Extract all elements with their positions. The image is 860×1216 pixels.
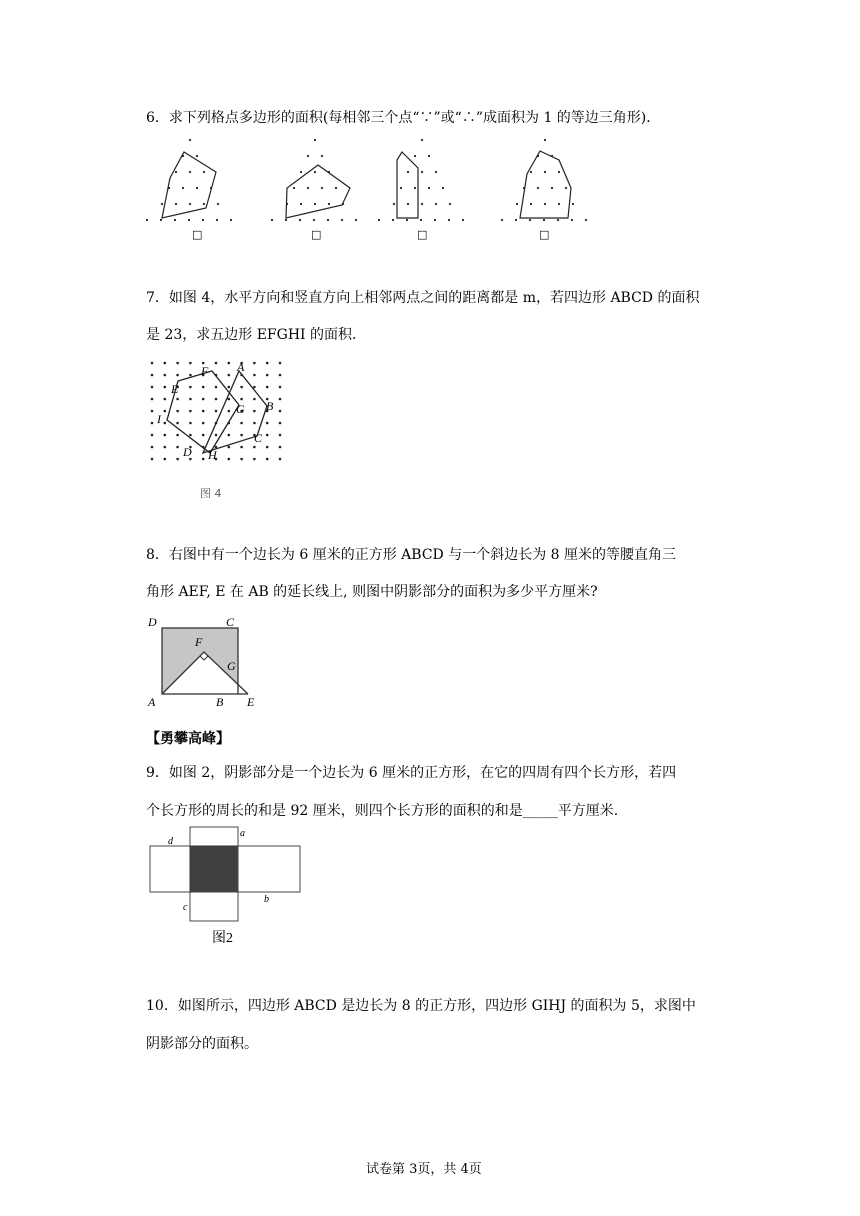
- grid-dot: [279, 362, 282, 365]
- grid-dot: [176, 374, 179, 377]
- label-i: I: [157, 412, 161, 426]
- q7-figure-4: [140, 355, 290, 510]
- lattice-dot: [202, 219, 204, 221]
- label-a: A: [237, 360, 245, 374]
- grid-dot: [266, 446, 269, 449]
- q6-box-2: □: [311, 228, 322, 241]
- q6-box-3: □: [417, 228, 428, 241]
- label-f: F: [195, 635, 203, 649]
- grid-dot: [253, 458, 256, 461]
- lattice-dot: [216, 219, 218, 221]
- q9-caption: 图2: [212, 931, 233, 946]
- lattice-dot: [501, 219, 503, 221]
- lattice-polygon-3: [378, 139, 464, 221]
- lattice-dot: [515, 219, 517, 221]
- lattice-dot: [544, 139, 546, 141]
- lattice-dot: [407, 203, 409, 205]
- grid-dot: [176, 422, 179, 425]
- lattice-dot: [341, 219, 343, 221]
- grid-dot: [240, 446, 243, 449]
- q8-text-line1: 8．右图中有一个边长为 6 厘米的正方形 ABCD 与一个斜边长为 8 厘米的等腰直角三: [146, 547, 677, 563]
- label-b: B: [216, 695, 224, 709]
- grid-dot: [176, 446, 179, 449]
- lattice-dot: [188, 219, 190, 221]
- grid-dot: [189, 386, 192, 389]
- label-e: E: [247, 695, 255, 709]
- lattice-dot: [203, 171, 205, 173]
- lattice-dot: [435, 203, 437, 205]
- lattice-dot: [314, 139, 316, 141]
- grid-dot: [202, 458, 205, 461]
- grid-dot: [253, 422, 256, 425]
- grid-dot: [189, 362, 192, 365]
- lattice-dot: [543, 219, 545, 221]
- lattice-dot: [203, 203, 205, 205]
- lattice-polygon-outline: [520, 151, 571, 218]
- lattice-dot: [314, 171, 316, 173]
- grid-dot: [151, 458, 154, 461]
- lattice-dot: [175, 171, 177, 173]
- lattice-dot: [421, 171, 423, 173]
- lattice-dot: [558, 171, 560, 173]
- lattice-dot: [196, 187, 198, 189]
- lattice-dot: [293, 187, 295, 189]
- q6-lattice-figures: [140, 130, 620, 245]
- grid-dot: [266, 422, 269, 425]
- lattice-dot: [537, 187, 539, 189]
- grid-dot: [253, 362, 256, 365]
- lattice-dot: [420, 219, 422, 221]
- grid-dot: [279, 398, 282, 401]
- grid-dot: [189, 410, 192, 413]
- lattice-dot: [448, 219, 450, 221]
- lattice-dot: [146, 219, 148, 221]
- q9-text-line2: 个长方形的周长的和是 92 厘米，则四个长方形的面积的和是_____平方厘米.: [146, 803, 619, 819]
- lattice-dot: [585, 219, 587, 221]
- q9-text-line1: 9．如图 2，阴影部分是一个边长为 6 厘米的正方形，在它的四周有四个长方形，若四: [146, 765, 677, 781]
- lattice-dot: [435, 171, 437, 173]
- lattice-dot: [335, 187, 337, 189]
- lattice-dot: [189, 139, 191, 141]
- lattice-dot: [462, 219, 464, 221]
- lattice-dot: [530, 203, 532, 205]
- grid-dot: [202, 422, 205, 425]
- q7-text-line1: 7．如图 4，水平方向和竖直方向上相邻两点之间的距离都是 m，若四边形 ABCD 的面积: [146, 290, 700, 306]
- grid-dot: [266, 374, 269, 377]
- lattice-dot: [321, 155, 323, 157]
- grid-dot: [202, 434, 205, 437]
- grid-dot: [228, 434, 231, 437]
- grid-dot: [215, 398, 218, 401]
- grid-dot: [164, 386, 167, 389]
- grid-dot: [189, 398, 192, 401]
- q9-figure-2: [140, 822, 310, 952]
- page-footer: 试卷第 3页，共 4页: [366, 1162, 482, 1177]
- grid-dot: [228, 374, 231, 377]
- grid-dot: [176, 398, 179, 401]
- grid-dot: [151, 422, 154, 425]
- grid-dot: [279, 434, 282, 437]
- grid-dot: [164, 446, 167, 449]
- grid-dot: [228, 458, 231, 461]
- lattice-dot: [161, 203, 163, 205]
- lattice-dot: [449, 203, 451, 205]
- grid-dot: [202, 410, 205, 413]
- lattice-dot: [414, 155, 416, 157]
- grid-dot: [266, 362, 269, 365]
- grid-dot: [151, 446, 154, 449]
- grid-dot: [176, 458, 179, 461]
- grid-dot: [266, 458, 269, 461]
- grid-dot: [151, 410, 154, 413]
- label-c: C: [226, 615, 235, 629]
- grid-dot: [215, 386, 218, 389]
- lattice-polygon-1: [146, 139, 232, 221]
- lattice-dot: [551, 187, 553, 189]
- grid-dot: [151, 386, 154, 389]
- grid-dot: [253, 374, 256, 377]
- grid-dot: [279, 374, 282, 377]
- grid-dot: [266, 386, 269, 389]
- label-c: C: [254, 431, 263, 445]
- grid-dot: [253, 410, 256, 413]
- lattice-dot: [393, 203, 395, 205]
- lattice-dot: [217, 203, 219, 205]
- lattice-dot: [314, 203, 316, 205]
- grid-dot: [164, 422, 167, 425]
- q10-text-line2: 阴影部分的面积。: [146, 1036, 258, 1052]
- lattice-polygon-outline: [286, 165, 350, 218]
- grid-dot: [279, 386, 282, 389]
- q10-text-line1: 10．如图所示，四边形 ABCD 是边长为 8 的正方形，四边形 GIHJ 的面积为 5，求图中: [146, 998, 696, 1014]
- grid-dot: [240, 434, 243, 437]
- label-g: G: [236, 402, 245, 416]
- grid-dot: [151, 374, 154, 377]
- lattice-dot: [392, 219, 394, 221]
- q7-text-line2: 是 23，求五边形 EFGHI 的面积．: [146, 327, 367, 343]
- rect-left: [150, 846, 190, 892]
- lattice-dot: [300, 171, 302, 173]
- grid-dot: [240, 386, 243, 389]
- lattice-dot: [414, 187, 416, 189]
- rect-right: [238, 846, 300, 892]
- lattice-dot: [189, 203, 191, 205]
- lattice-dot: [285, 219, 287, 221]
- lattice-polygon-4: [501, 139, 587, 221]
- lattice-dot: [544, 171, 546, 173]
- lattice-dot: [189, 171, 191, 173]
- label-g: G: [227, 659, 236, 673]
- grid-dot: [176, 362, 179, 365]
- grid-dot: [253, 446, 256, 449]
- grid-dot: [151, 398, 154, 401]
- grid-dot: [215, 434, 218, 437]
- grid-dot: [253, 398, 256, 401]
- lattice-dot: [175, 203, 177, 205]
- lattice-polygon-outline: [397, 152, 418, 218]
- lattice-dot: [428, 187, 430, 189]
- lattice-dot: [230, 219, 232, 221]
- grid-dot: [164, 398, 167, 401]
- lattice-dot: [355, 219, 357, 221]
- lattice-dot: [516, 203, 518, 205]
- grid-dot: [164, 374, 167, 377]
- q6-box-4: □: [539, 228, 550, 241]
- lattice-dot: [307, 187, 309, 189]
- lattice-dot: [428, 155, 430, 157]
- q6-text: 6．求下列格点多边形的面积(每相邻三个点“∵”或“∴”成面积为 1 的等边三角形)．: [146, 110, 661, 126]
- grid-dot: [266, 434, 269, 437]
- grid-dot: [189, 434, 192, 437]
- grid-dot: [164, 434, 167, 437]
- grid-dot: [202, 398, 205, 401]
- grid-dot: [228, 398, 231, 401]
- grid-dot: [240, 458, 243, 461]
- grid-dot: [279, 458, 282, 461]
- grid-dot: [228, 386, 231, 389]
- grid-dot: [202, 386, 205, 389]
- label-d: D: [183, 445, 192, 459]
- lattice-dot: [421, 203, 423, 205]
- grid-dot: [176, 410, 179, 413]
- grid-dot: [228, 362, 231, 365]
- lattice-dot: [442, 187, 444, 189]
- lattice-dot: [571, 219, 573, 221]
- label-b: B: [266, 399, 274, 413]
- q7-caption: 图 4: [200, 487, 222, 500]
- grid-dot: [279, 410, 282, 413]
- lattice-dot: [529, 219, 531, 221]
- lattice-dot: [321, 187, 323, 189]
- grid-dot: [279, 422, 282, 425]
- lattice-dot: [299, 219, 301, 221]
- grid-dot: [189, 422, 192, 425]
- lattice-polygon-outline: [162, 152, 216, 218]
- grid-dot: [215, 362, 218, 365]
- lattice-dot: [196, 155, 198, 157]
- label-c: c: [183, 902, 188, 913]
- label-b: b: [264, 894, 269, 905]
- rect-bottom: [190, 892, 238, 921]
- lattice-dot: [434, 219, 436, 221]
- q6-box-1: □: [192, 228, 203, 241]
- lattice-dot: [271, 219, 273, 221]
- lattice-dot: [174, 219, 176, 221]
- lattice-polygon-2: [271, 139, 357, 221]
- lattice-dot: [378, 219, 380, 221]
- lattice-dot: [313, 219, 315, 221]
- lattice-dot: [406, 219, 408, 221]
- grid-dot: [164, 458, 167, 461]
- grid-dot: [164, 362, 167, 365]
- grid-dot: [253, 386, 256, 389]
- lattice-dot: [307, 155, 309, 157]
- label-d: d: [168, 836, 173, 847]
- lattice-dot: [407, 171, 409, 173]
- grid-dot: [228, 446, 231, 449]
- lattice-dot: [182, 187, 184, 189]
- label-f: F: [201, 364, 209, 378]
- lattice-dot: [530, 171, 532, 173]
- label-d: D: [148, 615, 157, 629]
- grid-dot: [279, 446, 282, 449]
- grid-dot: [151, 434, 154, 437]
- lattice-dot: [400, 187, 402, 189]
- lattice-dot: [421, 139, 423, 141]
- label-h: H: [208, 448, 217, 462]
- grid-dot: [240, 422, 243, 425]
- rect-top: [190, 827, 238, 846]
- grid-dot: [189, 374, 192, 377]
- lattice-dot: [328, 203, 330, 205]
- label-e: E: [171, 382, 179, 396]
- lattice-dot: [565, 187, 567, 189]
- q8-text-line2: 角形 AEF, E 在 AB 的延长线上, 则图中阴影部分的面积为多少平方厘米?: [146, 584, 598, 600]
- label-a: a: [240, 828, 245, 839]
- q8-figure: [140, 610, 270, 710]
- lattice-dot: [327, 219, 329, 221]
- grid-dot: [164, 410, 167, 413]
- section-heading: 【勇攀高峰】: [146, 731, 230, 747]
- lattice-dot: [544, 203, 546, 205]
- grid-dot: [228, 410, 231, 413]
- grid-dot: [176, 434, 179, 437]
- lattice-dot: [557, 219, 559, 221]
- shaded-center-square: [190, 846, 238, 892]
- lattice-dot: [300, 203, 302, 205]
- grid-dot: [215, 410, 218, 413]
- grid-dot: [240, 398, 243, 401]
- lattice-dot: [558, 203, 560, 205]
- grid-dot: [151, 362, 154, 365]
- label-a: A: [148, 695, 156, 709]
- lattice-dot: [572, 203, 574, 205]
- lattice-dot: [160, 219, 162, 221]
